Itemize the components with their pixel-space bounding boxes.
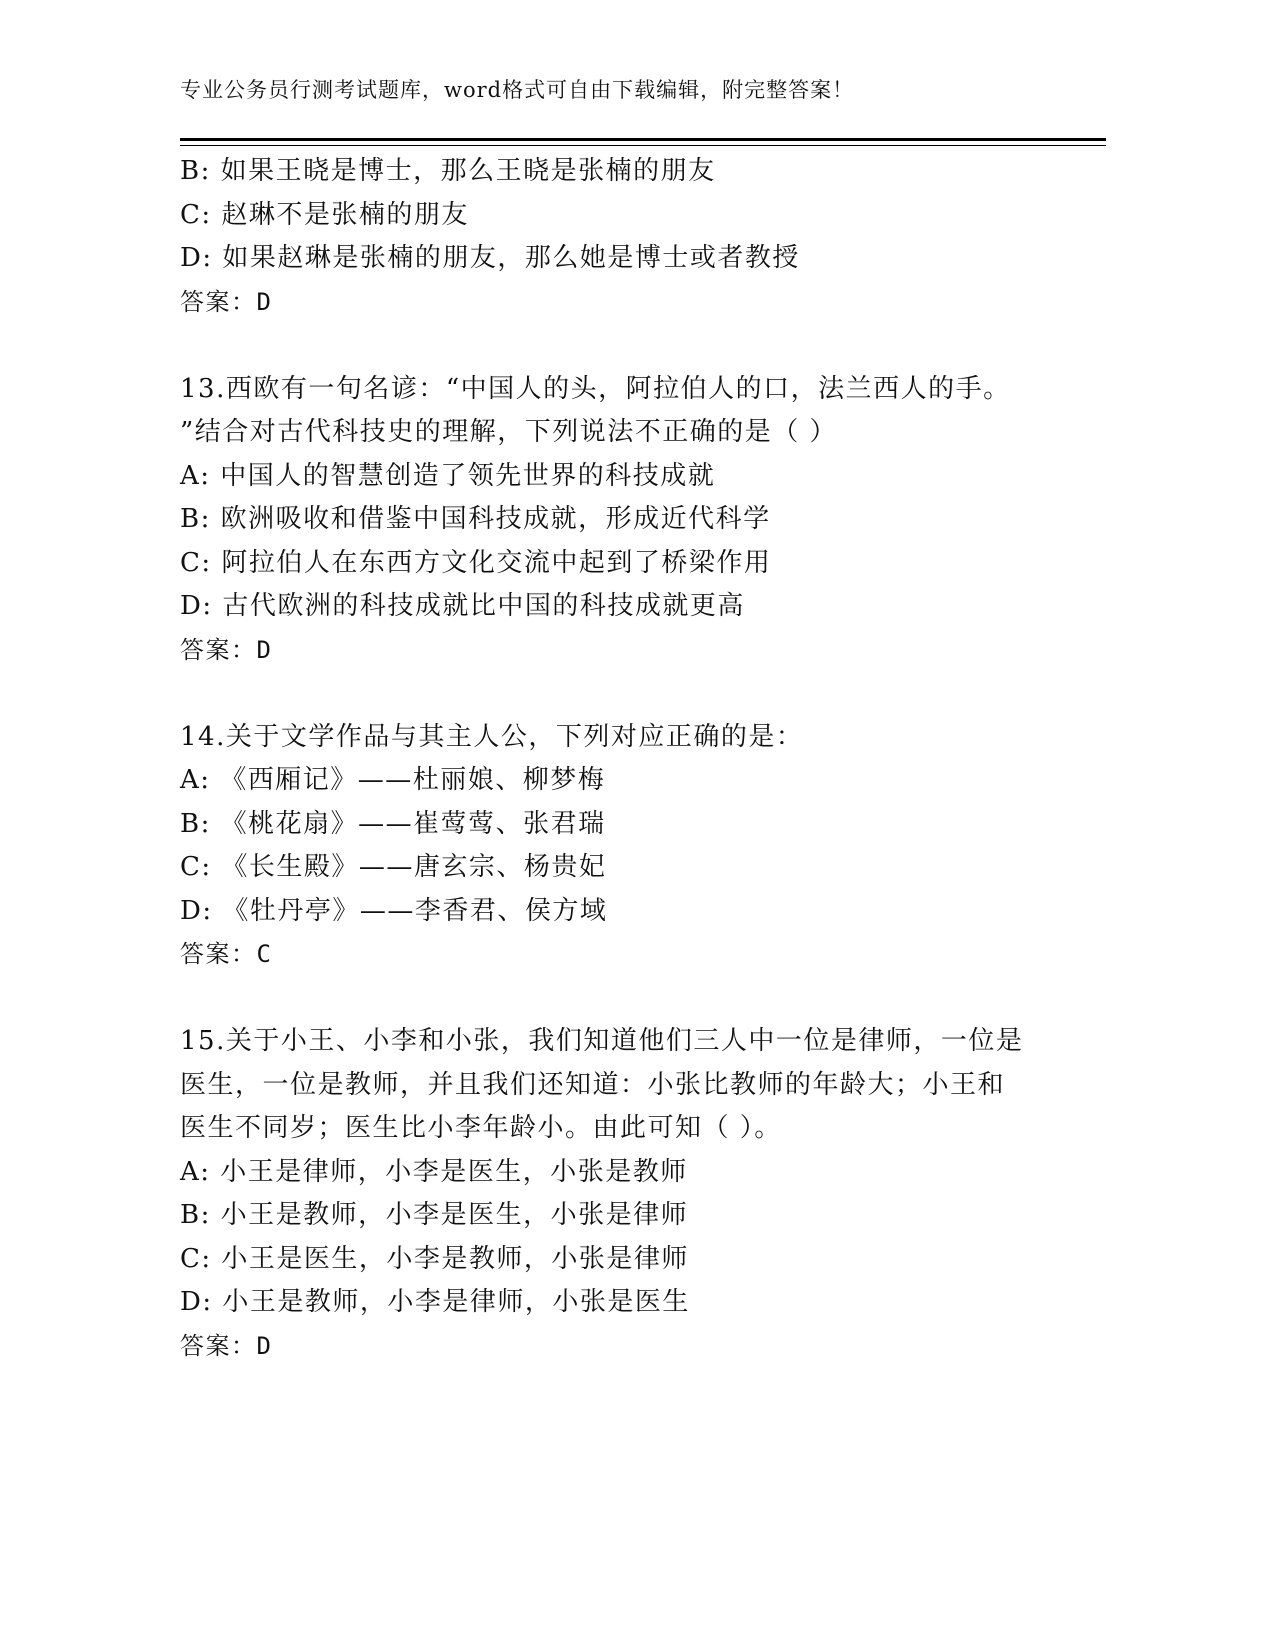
option-d: D: 小王是教师，小李是律师，小张是医生 [180,1287,690,1317]
option-c: C: 小王是医生，小李是教师，小张是律师 [180,1243,689,1274]
option-b: B: 欧洲吸收和借鉴中国科技成就，形成近代科学 [180,504,771,534]
header-rule-thin [180,145,1106,146]
option-d: D: 《牡丹亭》——李香君、侯方域 [180,895,608,926]
option-c: C: 《长生殿》——唐玄宗、杨贵妃 [180,852,607,882]
spacer [180,324,1060,368]
option-b: B: 小王是教师，小李是医生，小张是律师 [180,1200,689,1230]
option-d: D: 如果赵琳是张楠的朋友，那么她是博士或者教授 [180,243,800,273]
option-b: B: 《桃花扇》——崔莺莺、张君瑞 [180,808,606,839]
option-a: A: 《西厢记》——杜丽娘、柳梦梅 [180,765,606,795]
option-a: A: 中国人的智慧创造了领先世界的科技成就 [180,460,716,491]
spacer [180,672,1060,716]
option-c: C: 阿拉伯人在东西方文化交流中起到了桥梁作用 [180,547,772,578]
spacer [180,977,1060,1021]
question-stem-line: 14.关于文学作品与其主人公，下列对应正确的是： [180,721,804,752]
question-stem-line: ”结合对古代科技史的理解，下列说法不正确的是（ ） [180,417,838,447]
question-stem-line: 13.西欧有一句名谚：“中国人的头，阿拉伯人的口，法兰西人的手。 [180,373,1011,404]
answer: 答案：D [180,1331,273,1360]
answer: 答案：D [180,635,273,664]
question-stem-line: 15.关于小王、小李和小张，我们知道他们三人中一位是律师，一位是 [180,1026,1024,1056]
page-header: 专业公务员行测考试题库，word格式可自由下载编辑，附完整答案！ [180,78,855,102]
option-a: A: 小王是律师，小李是医生，小张是教师 [180,1156,688,1187]
option-b: B: 如果王晓是博士，那么王晓是张楠的朋友 [180,156,716,186]
question-13 [180,368,1060,673]
question-14 [180,716,1060,977]
header-rule-thick [180,138,1106,141]
document-body [180,150,1060,1368]
question-12 [180,150,1060,324]
question-stem-line: 医生不同岁；医生比小李年龄小。由此可知（ ）。 [180,1113,782,1143]
option-c: C: 赵琳不是张楠的朋友 [180,199,469,230]
answer: 答案：C [180,940,273,968]
question-stem-line: 医生，一位是教师，并且我们还知道：小张比教师的年龄大；小王和 [180,1069,1006,1100]
answer: 答案：D [180,287,273,316]
question-15 [180,1020,1060,1368]
option-d: D: 古代欧洲的科技成就比中国的科技成就更高 [180,591,745,621]
